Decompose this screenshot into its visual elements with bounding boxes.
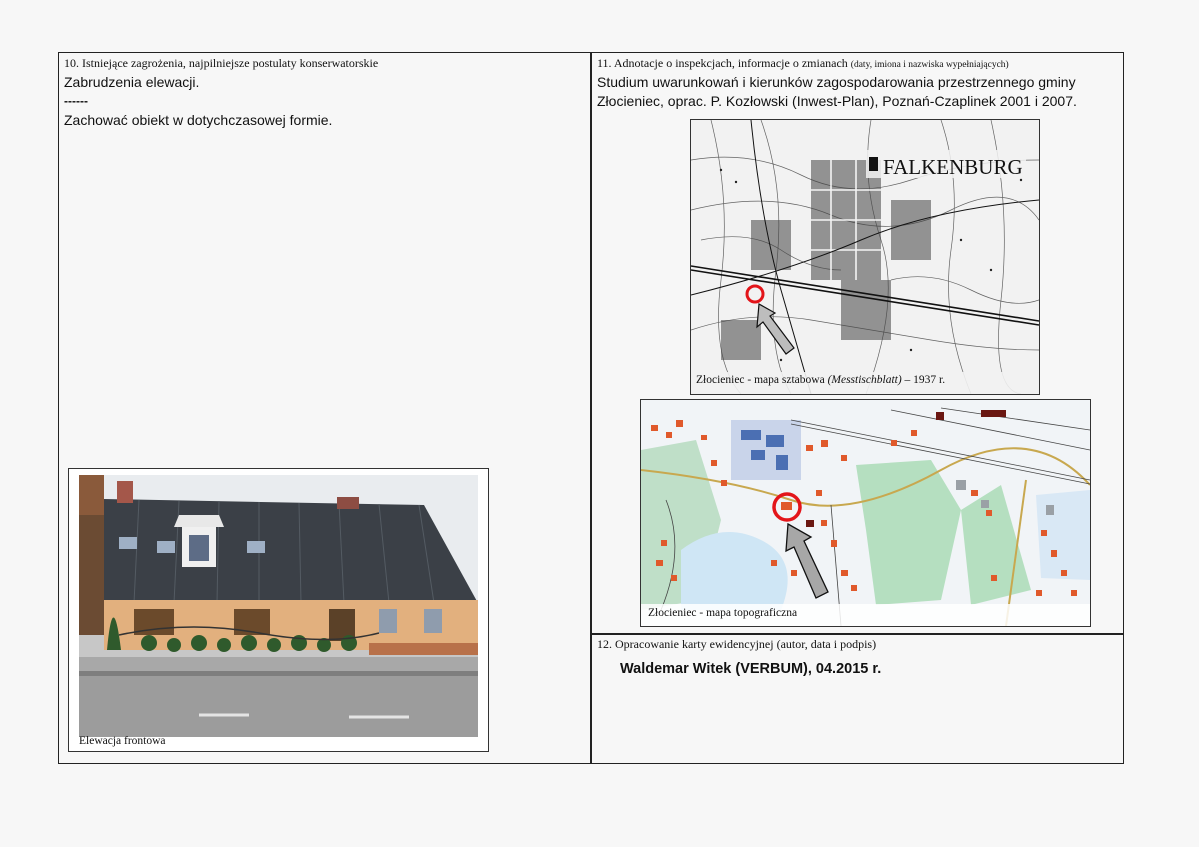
historic-map-caption-suffix: – 1937 r.	[901, 374, 946, 386]
front-elevation-photo	[79, 475, 478, 737]
section-11-label-main: 11. Adnotacje o inspekcjach, informacje o zmianach	[597, 56, 848, 70]
historic-map-caption-italic: (Messtischblatt)	[827, 374, 902, 386]
topographic-map-drawing	[641, 400, 1090, 626]
section-10-label: 10. Istniejące zagrożenia, najpilniejsze postulaty konserwatorskie	[64, 56, 379, 70]
map-town-label: FALKENBURG	[883, 155, 1023, 179]
historic-map-caption-prefix: Złocieniec - mapa sztabowa	[696, 374, 828, 386]
historic-map	[690, 119, 1040, 395]
section-12-label: 12. Opracowanie karty ewidencyjnej (autor, data i podpis)	[597, 637, 877, 651]
historic-map-caption	[696, 374, 945, 386]
photo-caption: Elewacja frontowa	[79, 735, 166, 747]
section-divider	[590, 633, 1124, 635]
section-11-label-note: (daty, imiona i nazwiska wypełniających)	[850, 60, 1009, 70]
front-elevation-photo-frame	[68, 468, 489, 752]
topographic-map-caption: Złocieniec - mapa topograficzna	[648, 607, 798, 619]
historic-map-drawing	[691, 120, 1039, 394]
section-10-threat: Zabrudzenia elewacji.	[64, 74, 200, 90]
section-10-separator: ------	[64, 94, 88, 108]
section-11-line-1: Studium uwarunkowań i kierunków zagospodarowania przestrzennego gminy	[597, 74, 1076, 90]
column-divider	[590, 52, 592, 764]
topographic-map	[640, 399, 1091, 627]
section-10-postulate: Zachować obiekt w dotychczasowej formie.	[64, 112, 333, 128]
section-11-label	[597, 56, 1009, 71]
card-author: Waldemar Witek (VERBUM), 04.2015 r.	[620, 661, 882, 677]
section-11-line-2: Złocieniec, oprac. P. Kozłowski (Inwest-Plan), Poznań-Czaplinek 2001 i 2007.	[597, 93, 1077, 109]
